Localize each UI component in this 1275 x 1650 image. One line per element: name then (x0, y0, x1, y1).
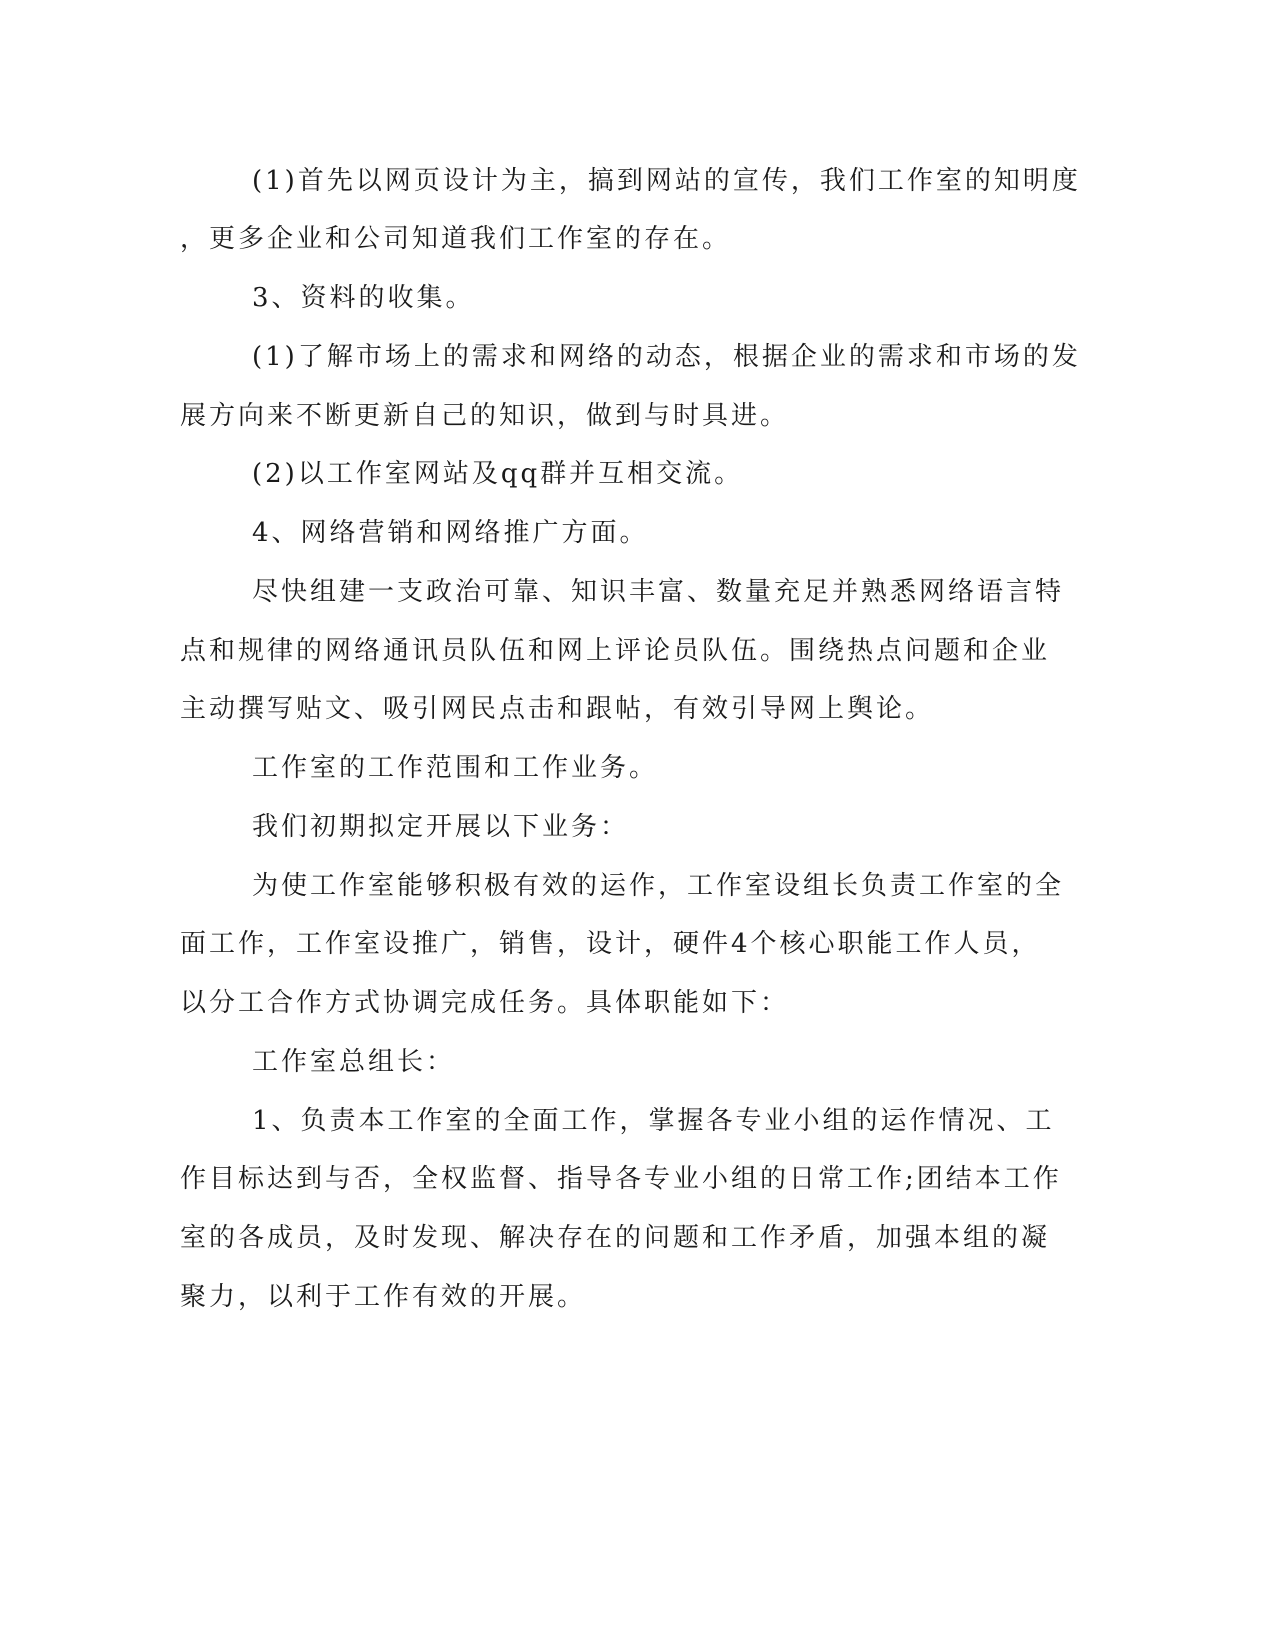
text-line: ，更多企业和公司知道我们工作室的存在。 (180, 224, 732, 254)
text-line: 工作室的工作范围和工作业务。 (252, 753, 659, 783)
text-line: (1)首先以网页设计为主，搞到网站的宣传，我们工作室的知明度 (252, 166, 1081, 196)
text-line: 为使工作室能够积极有效的运作，工作室设组长负责工作室的全 (252, 871, 1065, 901)
text-line: 展方向来不断更新自己的知识，做到与时具进。 (180, 401, 790, 431)
text-line: (1)了解市场上的需求和网络的动态，根据企业的需求和市场的发 (252, 342, 1081, 372)
text-line: 我们初期拟定开展以下业务： (252, 812, 630, 842)
text-line: 面工作，工作室设推广，销售，设计，硬件4个核心职能工作人员， (180, 929, 1041, 959)
text-line: 作目标达到与否，全权监督、指导各专业小组的日常工作;团结本工作 (180, 1164, 1062, 1194)
text-line: 1、负责本工作室的全面工作，掌握各专业小组的运作情况、工 (252, 1106, 1055, 1136)
text-line: 聚力，以利于工作有效的开展。 (180, 1282, 587, 1312)
text-line: 4、网络营销和网络推广方面。 (252, 518, 649, 548)
text-line: (2)以工作室网站及qq群并互相交流。 (252, 459, 744, 489)
text-line: 工作室总组长： (252, 1047, 456, 1077)
text-line: 主动撰写贴文、吸引网民点击和跟帖，有效引导网上舆论。 (180, 694, 935, 724)
text-line: 室的各成员，及时发现、解决存在的问题和工作矛盾，加强本组的凝 (180, 1223, 1051, 1253)
text-line: 尽快组建一支政治可靠、知识丰富、数量充足并熟悉网络语言特 (252, 577, 1065, 607)
text-line: 3、资料的收集。 (252, 283, 475, 313)
text-line: 点和规律的网络通讯员队伍和网上评论员队伍。围绕热点问题和企业 (180, 636, 1051, 666)
text-line: 以分工合作方式协调完成任务。具体职能如下： (180, 988, 790, 1018)
